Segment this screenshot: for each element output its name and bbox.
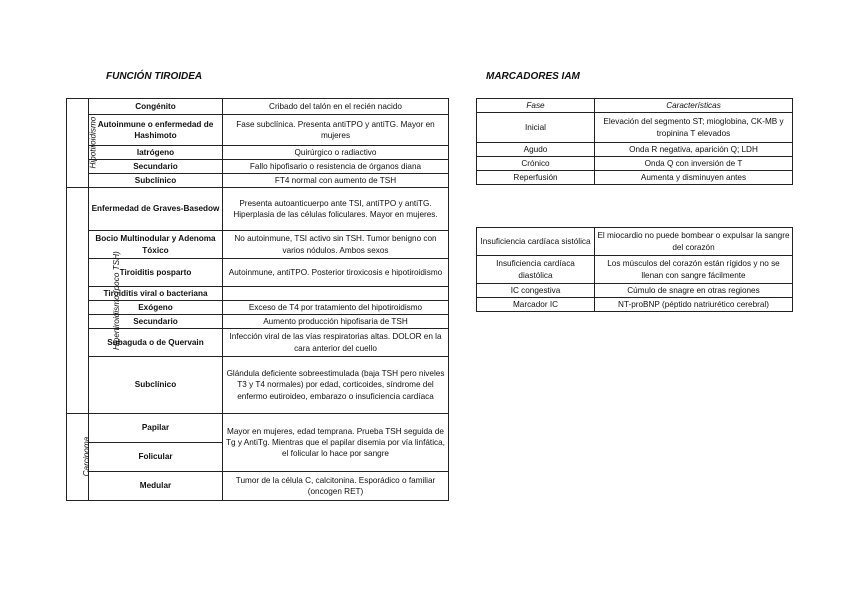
- row-desc: Glándula deficiente sobreestimulada (baja TSH pero niveles T3 y T4 normales) por edad, corticoides, síndrome del enfermo eutiroideo, embarazo o insuficiencia cardíaca: [223, 357, 449, 414]
- group-label-carcinoma: Carcinoma: [67, 414, 89, 501]
- row-desc: Cribado del talón en el recién nacido: [223, 99, 449, 115]
- thyroid-table: [66, 98, 449, 501]
- row-name: Secundario: [89, 160, 223, 174]
- ic-desc: NT-proBNP (péptido natriurético cerebral): [595, 298, 793, 312]
- row-name: Papilar: [89, 414, 223, 443]
- row-name: Iatrógeno: [89, 146, 223, 160]
- row-name: Enfermedad de Graves-Basedow: [89, 188, 223, 231]
- iam-fase: Reperfusión: [477, 171, 595, 185]
- ic-desc: Los músculos del corazón están rígidos y no se llenan con sangre fácilmente: [595, 256, 793, 284]
- header-fase: Fase: [477, 99, 595, 113]
- row-desc: Autoinmune, antiTPO. Posterior tiroxicosis e hipotiroidismo: [223, 259, 449, 287]
- iam-desc: Aumenta y disminuyen antes: [595, 171, 793, 185]
- row-desc: Quirúrgico o radiactivo: [223, 146, 449, 160]
- row-name: Subaguda o de Quervain: [89, 329, 223, 357]
- ic-desc: El miocardio no puede bombear o expulsar la sangre del corazón: [595, 228, 793, 256]
- row-name: Tiroiditis posparto: [89, 259, 223, 287]
- row-name: Tiroiditis viral o bacteriana: [89, 287, 223, 301]
- iam-desc: Elevación del segmento ST; mioglobina, CK-MB y tropinina T elevados: [595, 113, 793, 143]
- row-desc: Fallo hipofisario o resistencia de órganos diana: [223, 160, 449, 174]
- iam-fase: Agudo: [477, 143, 595, 157]
- row-desc: Infección viral de las vías respiratorias altas. DOLOR en la cara anterior del cuello: [223, 329, 449, 357]
- row-desc: Aumento producción hipofisaria de TSH: [223, 315, 449, 329]
- ic-desc: Cúmulo de snagre en otras regiones: [595, 284, 793, 298]
- row-name: Subclínico: [89, 174, 223, 188]
- iam-fase: Crónico: [477, 157, 595, 171]
- ic-fase: Insuficiencia cardíaca diastólica: [477, 256, 595, 284]
- row-desc: FT4 normal con aumento de TSH: [223, 174, 449, 188]
- iam-table: [476, 98, 793, 312]
- ic-fase: IC congestiva: [477, 284, 595, 298]
- left-title: FUNCIÓN TIROIDEA: [106, 71, 203, 82]
- row-desc: Fase subclínica. Presenta antiTPO y antiTG. Mayor en mujeres: [223, 115, 449, 146]
- row-desc: [223, 287, 449, 301]
- row-desc: Exceso de T4 por tratamiento del hipotiroidismo: [223, 301, 449, 315]
- row-name: Secundario: [89, 315, 223, 329]
- group-label-hiper: Hipertiroidismo (poco TSH): [67, 188, 89, 414]
- row-name: Subclínico: [89, 357, 223, 414]
- row-name: Bocio Multinodular y Adenoma Tóxico: [89, 231, 223, 259]
- row-desc: Presenta autoanticuerpo ante TSI, antiTPO y antiTG. Hiperplasia de las células foliculares. Mayor en mujeres.: [223, 188, 449, 231]
- iam-desc: Onda R negativa, aparición Q; LDH: [595, 143, 793, 157]
- header-caracteristicas: Características: [595, 99, 793, 113]
- row-desc-shared: Mayor en mujeres, edad temprana. Prueba TSH seguida de Tg y AntiTg. Mientras que el papilar disemia por vía linfática, el folicular lo hace por sangre: [223, 414, 449, 472]
- row-desc: Tumor de la célula C, calcitonina. Esporádico o familiar (oncogen RET): [223, 472, 449, 501]
- row-name: Exógeno: [89, 301, 223, 315]
- ic-fase: Marcador IC: [477, 298, 595, 312]
- row-name: Folicular: [89, 443, 223, 472]
- row-name: Medular: [89, 472, 223, 501]
- row-desc: No autoinmune, TSI activo sin TSH. Tumor benigno con varios nódulos. Ambos sexos: [223, 231, 449, 259]
- iam-fase: Inicial: [477, 113, 595, 143]
- row-name: Congénito: [89, 99, 223, 115]
- group-label-hipo: Hipotiroidismo: [67, 99, 89, 188]
- right-title: MARCADORES IAM: [486, 71, 580, 82]
- iam-desc: Onda Q con inversión de T: [595, 157, 793, 171]
- row-name: Autoinmune o enfermedad de Hashimoto: [89, 115, 223, 146]
- ic-fase: Insuficiencia cardíaca sistólica: [477, 228, 595, 256]
